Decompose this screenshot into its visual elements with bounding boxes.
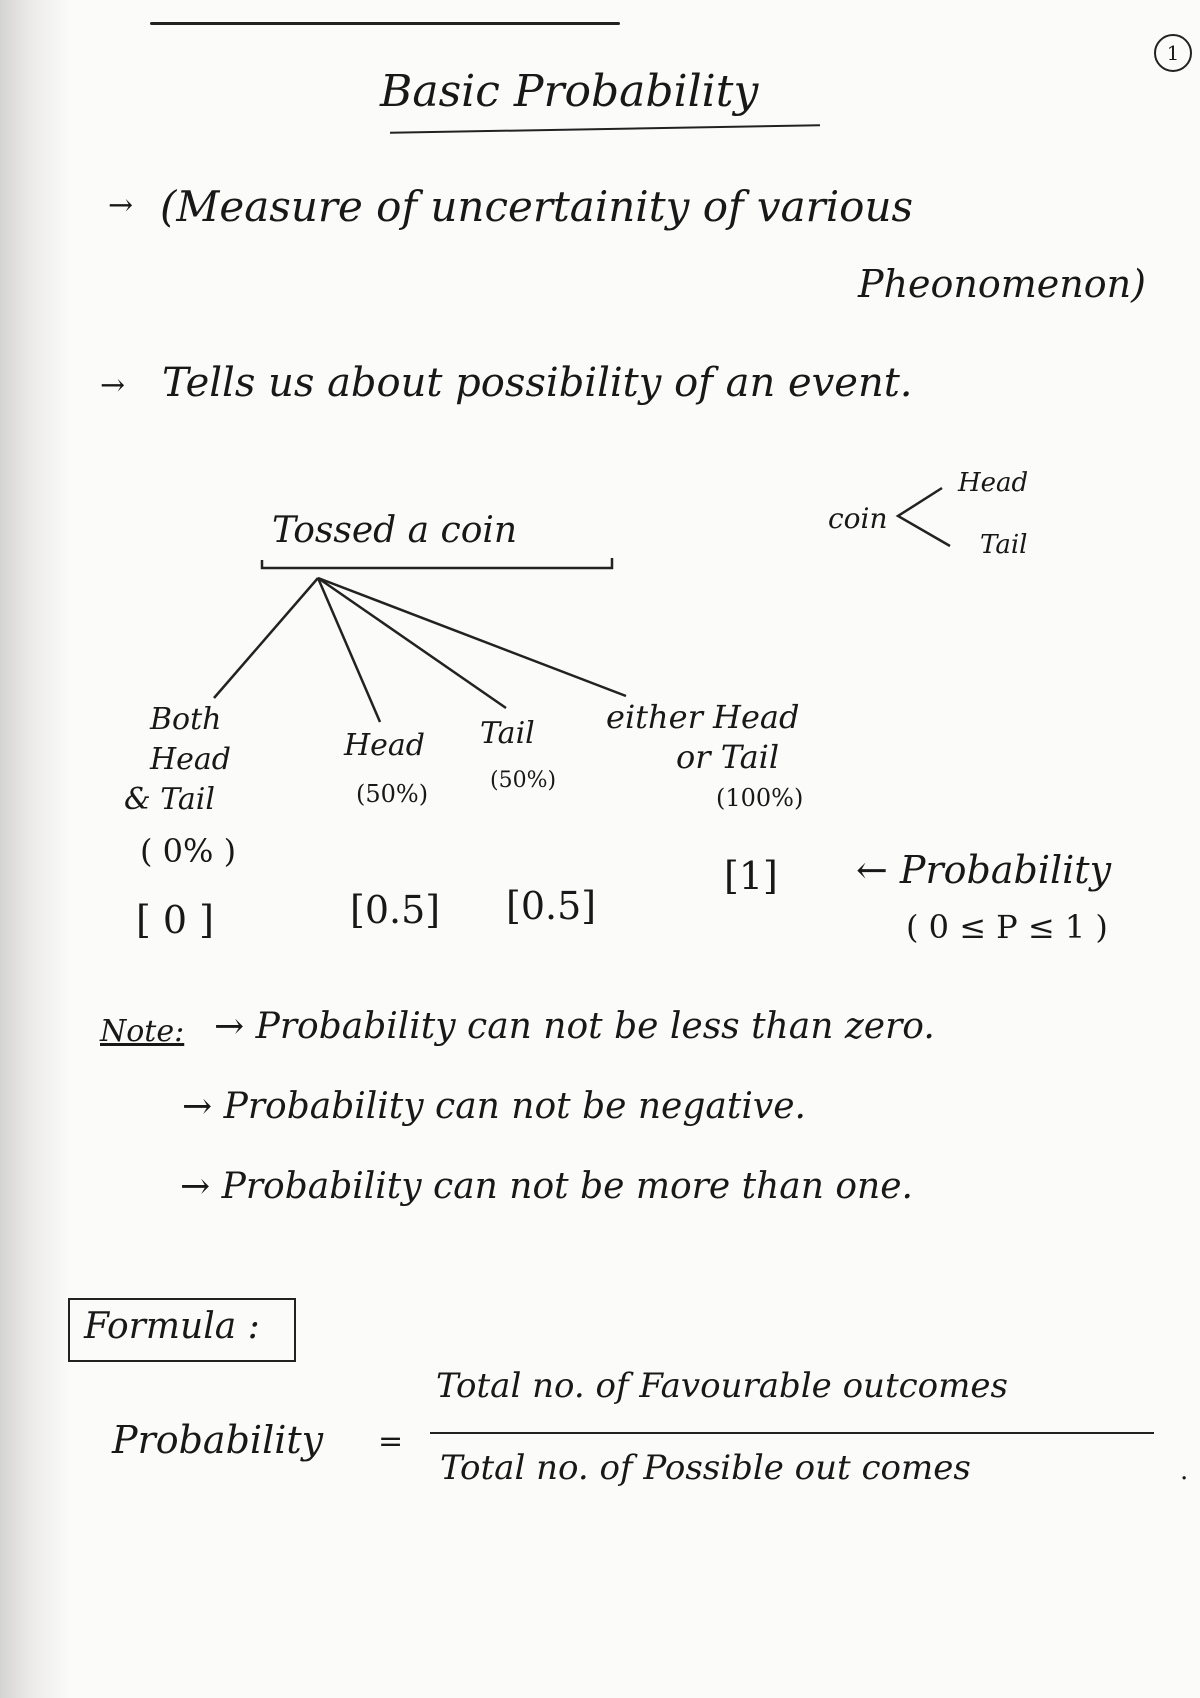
formula-lhs: Probability [112,1418,324,1462]
page-number: 1 [1154,34,1192,72]
outcome-both-line-2: Head [150,742,232,777]
probability-range: ( 0 ≤ P ≤ 1 ) [906,908,1108,946]
definition-line-2: Pheonomenon) [858,262,1146,306]
tree-root-bracket [262,558,612,568]
outcome-both-line-3: & Tail [124,782,215,817]
tree-root-label: Tossed a coin [272,510,518,551]
tree-branch-both [214,578,318,698]
outcome-head-value: [0.5] [350,888,441,932]
formula-label: Formula : [84,1306,260,1347]
possibility-line: Tells us about possibility of an event. [162,360,913,406]
outcome-both-value: [ 0 ] [136,898,214,942]
outcome-both-percent: ( 0% ) [140,832,237,870]
definition-line-1: (Measure of uncertainity of various [160,182,914,231]
probability-annotation: ← Probability [856,848,1112,892]
formula-equals: = [378,1424,404,1459]
tree-branch-either [318,578,626,696]
outcome-tail-value: [0.5] [506,884,597,928]
page-title: Basic Probability [380,66,759,117]
coin-label: coin [828,502,888,535]
note-label: Note: [100,1014,185,1049]
outcome-either-percent: (100%) [716,784,804,812]
formula-denominator: Total no. of Possible out comes [440,1448,971,1488]
formula-numerator: Total no. of Favourable outcomes [436,1366,1008,1406]
outcome-either-line-1: either Head [606,698,800,736]
arrow-icon: → [100,368,126,403]
note-item: → Probability can not be negative. [182,1086,806,1127]
outcome-either-line-2: or Tail [676,738,780,776]
outcome-either-value: [1] [724,854,778,898]
outcome-tail-percent: (50%) [490,768,557,793]
fraction-bar [430,1432,1154,1434]
note-item: → Probability can not be less than zero. [214,1006,935,1047]
outcome-head-label: Head [344,728,426,763]
formula-end-dot: . [1180,1456,1189,1486]
coin-tail-label: Tail [980,530,1028,560]
outcome-both-line-1: Both [150,702,222,737]
coin-brace [898,488,950,546]
coin-head-label: Head [958,468,1029,498]
arrow-icon: → [108,188,134,223]
note-item: → Probability can not be more than one. [180,1166,913,1207]
outcome-tail-label: Tail [480,716,535,751]
outcome-head-percent: (50%) [356,780,429,808]
